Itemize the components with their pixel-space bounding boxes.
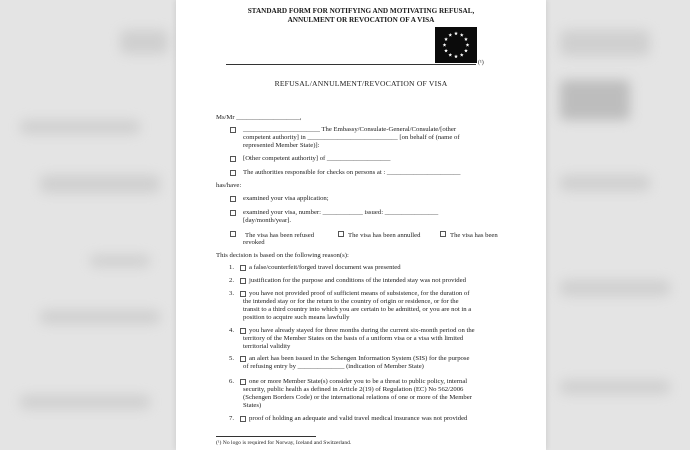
checkbox-icon xyxy=(440,231,446,237)
reason-text-line: proof of holding an adequate and valid travel medical insurance was not provided xyxy=(249,415,468,422)
visa-refusal-form-page xyxy=(176,0,546,450)
reason-text-line: position to acquire such means lawfully xyxy=(243,314,350,321)
reasons-intro: This decision is based on the following reason(s): xyxy=(216,252,349,259)
salutation: Ms/Mr ___________________, xyxy=(216,114,302,121)
eu-flag-icon xyxy=(435,27,477,63)
reason-text-line: one or more Member State(s) consider you to be a threat to public policy, internal xyxy=(249,378,468,385)
other-authority-checkbox[interactable] xyxy=(230,156,240,165)
other-authority-text: [Other competent authority] of ___________________ xyxy=(243,155,391,162)
reason-text-line: transit to a third country into which you are certain to be admitted, or you are not in a xyxy=(243,306,472,313)
examined-application-checkbox[interactable] xyxy=(230,196,240,205)
visa-revoked-option[interactable]: The visa has been xyxy=(440,231,498,240)
embassy-line3: represented Member State)]: xyxy=(243,142,320,149)
form-subtitle: REFUSAL/ANNULMENT/REVOCATION OF VISA xyxy=(274,79,448,88)
reason-number: 1. xyxy=(229,264,235,271)
footnote: (¹) No logo is required for Norway, Iceland and Switzerland. xyxy=(216,440,352,446)
checks-authority-checkbox[interactable] xyxy=(230,170,240,179)
reason-number: 5. xyxy=(229,355,235,362)
embassy-line1: _______________________ The Embassy/Consulate-General/Consulate/[other xyxy=(243,126,457,133)
reason-number: 4. xyxy=(229,327,235,334)
reason-text-line: States) xyxy=(243,402,262,409)
reason-text-line: a false/counterfeit/forged travel document was presented xyxy=(249,264,401,271)
embassy-checkbox[interactable] xyxy=(230,127,240,136)
reason-text-line: territory of the Member States on the basis of a uniform visa or a visa with limited xyxy=(243,335,464,342)
reason-number: 2. xyxy=(229,277,235,284)
form-title-line2: ANNULMENT OR REVOCATION OF A VISA xyxy=(287,15,435,24)
reason-text-line: security, public health as defined in Article 2(19) of Regulation (EC) No 562/2006 xyxy=(243,386,464,393)
reason-text-line: justification for the purpose and conditions of the intended stay was not provided xyxy=(249,277,466,284)
reason-number: 7. xyxy=(229,415,235,422)
visa-annulled-option[interactable]: The visa has been annulled xyxy=(338,231,420,240)
visa-revoked-line2: revoked xyxy=(243,239,265,246)
examined-visa-checkbox[interactable] xyxy=(230,210,240,219)
examined-application-text: examined your visa application; xyxy=(243,195,329,202)
visa-refused-option[interactable]: The visa has been refused xyxy=(230,231,314,240)
reason-text-line: territorial validity xyxy=(243,343,291,350)
reason-text-line: the intended stay or for the return to the country of origin or residence, or for the xyxy=(243,298,459,305)
examined-visa-line1: examined your visa, number: ____________ issued: ________________ xyxy=(243,209,439,216)
reason-text-line: you have already stayed for three months during the current six-month period on the xyxy=(249,327,475,334)
reason-number: 3. xyxy=(229,290,235,297)
footnote-reference: (¹) xyxy=(478,60,484,66)
checkbox-icon xyxy=(338,231,344,237)
has-have-label: has/have: xyxy=(216,182,242,189)
reason-text-line: an alert has been issued in the Schengen Information System (SIS) for the purpose xyxy=(249,355,470,362)
examined-visa-line2: [day/month/year]. xyxy=(243,217,292,224)
checkbox-icon xyxy=(230,231,236,237)
reason-text-line: you have not provided proof of sufficient means of subsistence, for the duration of xyxy=(249,290,470,297)
reason-number: 6. xyxy=(229,378,235,385)
embassy-line2: competent authority] in ___________________________ [on behalf of (name of xyxy=(243,134,460,141)
checks-authority-text: The authorities responsible for checks on persons at : ______________________ xyxy=(243,169,461,176)
reason-text-line: (Schengen Borders Code) or the international relations of one or more of the Member xyxy=(243,394,472,401)
reason-text-line: of refusing entry by ______________ (indication of Member State) xyxy=(243,363,424,370)
signature-line xyxy=(226,64,476,65)
footnote-separator xyxy=(216,436,316,437)
form-title-line1: STANDARD FORM FOR NOTIFYING AND MOTIVATING REFUSAL, xyxy=(247,7,475,15)
